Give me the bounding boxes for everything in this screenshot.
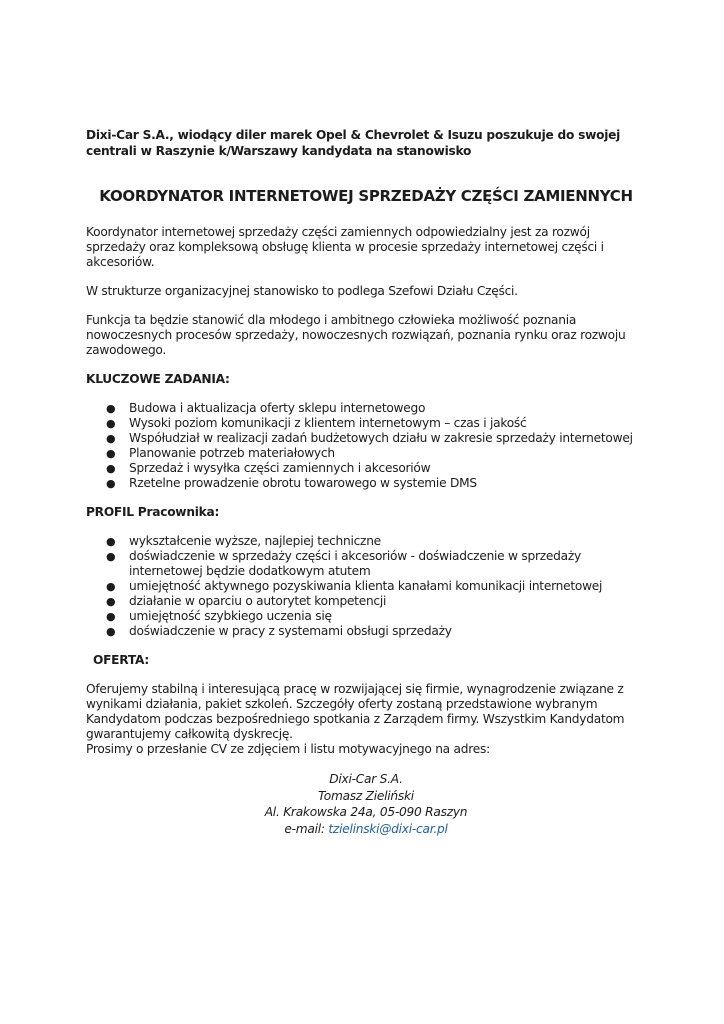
list-item: ● Rzetelne prowadzenie obrotu towarowego w systemie DMS xyxy=(106,476,477,490)
bullet-icon: ● xyxy=(106,595,116,608)
list-item: ● doświadczenie w pracy z systemami obsługi sprzedaży xyxy=(106,624,452,638)
bullet-icon: ● xyxy=(106,432,116,445)
profile-list xyxy=(86,534,646,639)
structure-paragraph: W strukturze organizacyjnej stanowisko to podlega Szefowi Działu Części. xyxy=(86,284,518,298)
bullet-icon: ● xyxy=(106,402,116,415)
list-item: ● Sprzedaż i wysyłka części zamiennych i akcesoriów xyxy=(106,461,431,475)
contact-company: Dixi-Car S.A. xyxy=(329,772,403,786)
offer-text: Oferujemy stabilną i interesującą pracę w rozwijającej się firmie, wynagrodzenie związane z wynikami działania, pakiet szkoleń. Szczegóły oferty zostaną przedstawione wybranym Kandydatom podczas bezpośredniego spotkania z Zarządem firmy. Wszystkim Kandydatom gwarantujemy całkowitą dyskrecję. xyxy=(86,682,625,741)
opportunity-paragraph: Funkcja ta będzie stanowić dla młodego i ambitnego człowieka możliwość poznania nowoczesnych procesów sprzedaży, nowoczesnych rozwiązań, poznania rynku oraz rozwoju zawodowego. xyxy=(86,313,626,357)
application-request: Prosimy o przesłanie CV ze zdjęciem i listu motywacyjnego na adres: xyxy=(86,742,490,756)
page-title: KOORDYNATOR INTERNETOWEJ SPRZEDAŻY CZĘŚCI ZAMIENNYCH xyxy=(99,187,633,205)
list-item: ● doświadczenie w sprzedaży części i akcesoriów - doświadczenie w sprzedaży internetowej będzie dodatkowym atutem xyxy=(106,549,581,578)
contact-address: Al. Krakowska 24a, 05-090 Raszyn xyxy=(264,805,468,819)
intro-text: Dixi-Car S.A., wiodący diler marek Opel & Chevrolet & Isuzu poszukuje do swojej centrali w Raszynie k/Warszawy kandydata na stanowisko xyxy=(86,128,621,158)
list-item: ● wykształcenie wyższe, najlepiej techniczne xyxy=(106,534,381,548)
description-paragraph: Koordynator internetowej sprzedaży części zamiennych odpowiedzialny jest za rozwój sprzedaży oraz kompleksową obsługę klienta w procesie sprzedaży internetowej części i akcesoriów. xyxy=(86,225,604,269)
contact-block xyxy=(86,771,646,837)
list-item: ● działanie w oparciu o autorytet kompetencji xyxy=(106,594,387,608)
list-item: ● Budowa i aktualizacja oferty sklepu internetowego xyxy=(106,401,426,415)
tasks-list xyxy=(86,401,646,491)
bullet-icon: ● xyxy=(106,477,116,490)
email-link[interactable]: tzielinski@dixi-car.pl xyxy=(328,821,448,836)
bullet-icon: ● xyxy=(106,580,116,593)
email-label: e-mail: xyxy=(284,821,329,836)
bullet-icon: ● xyxy=(106,417,116,430)
bullet-icon: ● xyxy=(106,610,116,623)
list-item: ● umiejętność szybkiego uczenia się xyxy=(106,609,332,623)
job-posting xyxy=(86,127,646,837)
contact-email-line xyxy=(86,821,646,838)
bullet-icon: ● xyxy=(106,535,116,548)
list-item: ● umiejętność aktywnego pozyskiwania klienta kanałami komunikacji internetowej xyxy=(106,579,603,593)
profile-heading: PROFIL Pracownika: xyxy=(86,505,220,519)
contact-person: Tomasz Zieliński xyxy=(318,788,414,803)
bullet-icon: ● xyxy=(106,625,116,638)
list-item: ● Współudział w realizacji zadań budżetowych działu w zakresie sprzedaży internetowej xyxy=(106,431,633,445)
list-item: ● Planowanie potrzeb materiałowych xyxy=(106,446,335,460)
bullet-icon: ● xyxy=(106,550,116,563)
list-item: ● Wysoki poziom komunikacji z klientem internetowym – czas i jakość xyxy=(106,416,527,430)
bullet-icon: ● xyxy=(106,462,116,475)
offer-heading: OFERTA: xyxy=(93,653,149,667)
tasks-heading: KLUCZOWE ZADANIA: xyxy=(86,372,230,386)
bullet-icon: ● xyxy=(106,447,116,460)
